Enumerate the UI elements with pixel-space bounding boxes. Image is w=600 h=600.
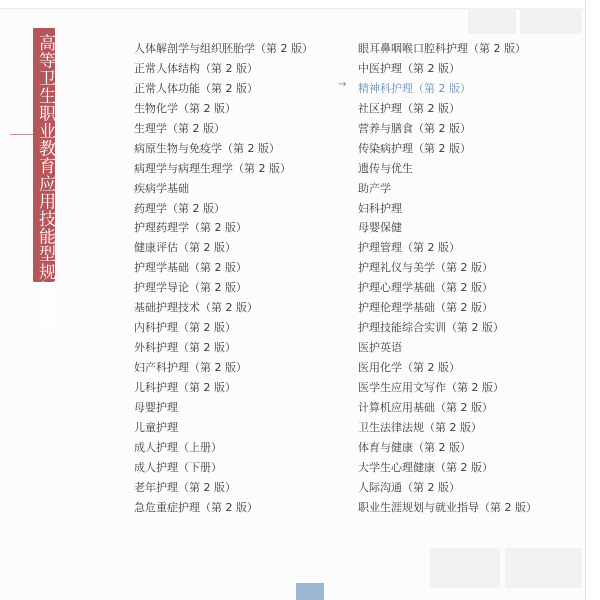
book-title: 护理伦理学基础（第 2 版） — [358, 301, 493, 315]
book-title: 职业生涯规划与就业指导（第 2 版） — [358, 500, 537, 514]
book-title: 护理药理学（第 2 版） — [134, 221, 247, 235]
background-tile — [430, 548, 500, 588]
book-title: 母婴护理 — [134, 400, 178, 414]
book-title: 护理心理学基础（第 2 版） — [358, 281, 493, 295]
book-title: 基础护理技术（第 2 版） — [134, 301, 258, 315]
book-title: 营养与膳食（第 2 版） — [358, 121, 471, 135]
book-title: 护理学导论（第 2 版） — [134, 281, 247, 295]
book-title: 老年护理（第 2 版） — [134, 480, 236, 494]
book-title: 母婴保健 — [358, 221, 402, 235]
book-title: 护理管理（第 2 版） — [358, 241, 460, 255]
book-title: 妇科护理 — [358, 201, 402, 215]
book-title: 社区护理（第 2 版） — [358, 101, 460, 115]
background-tile — [468, 8, 516, 34]
page-right-edge — [585, 0, 600, 600]
book-title: 正常人体结构（第 2 版） — [134, 61, 258, 75]
book-title: 卫生法律法规（第 2 版） — [358, 420, 482, 434]
highlight-arrow-icon: → — [338, 79, 347, 90]
book-title: 外科护理（第 2 版） — [134, 341, 236, 355]
book-title: 儿科护理（第 2 版） — [134, 380, 236, 394]
book-title: 病理学与病理生理学（第 2 版） — [134, 161, 291, 175]
book-title: 急危重症护理（第 2 版） — [134, 500, 258, 514]
book-title: 医学生应用文写作（第 2 版） — [358, 380, 504, 394]
book-title: 助产学 — [358, 181, 391, 195]
book-title: 成人护理（上册） — [134, 440, 222, 454]
book-title: 内科护理（第 2 版） — [134, 321, 236, 335]
book-title: 生理学（第 2 版） — [134, 121, 225, 135]
book-title: 健康评估（第 2 版） — [134, 241, 236, 255]
book-title: 成人护理（下册） — [134, 460, 222, 474]
book-title: 药理学（第 2 版） — [134, 201, 225, 215]
book-title: 疾病学基础 — [134, 181, 189, 195]
book-list-right — [358, 39, 537, 518]
book-title: 儿童护理 — [134, 420, 178, 434]
book-title: 医护英语 — [358, 341, 402, 355]
book-list-left — [134, 39, 313, 518]
side-rule — [10, 134, 33, 135]
book-title: 计算机应用基础（第 2 版） — [358, 400, 493, 414]
book-title: 护理礼仪与美学（第 2 版） — [358, 261, 493, 275]
book-title: 正常人体功能（第 2 版） — [134, 81, 258, 95]
book-title: 中医护理（第 2 版） — [358, 61, 460, 75]
book-title: 精神科护理（第 2 版） — [358, 81, 471, 95]
series-title: 高等卫生职业教育应用技能型规划教材 — [35, 34, 55, 334]
book-title: 医用化学（第 2 版） — [358, 361, 460, 374]
book-title: 生物化学（第 2 版） — [134, 101, 236, 115]
book-title: 妇产科护理（第 2 版） — [134, 361, 247, 374]
background-tile — [505, 548, 582, 588]
book-title: 病原生物与免疫学（第 2 版） — [134, 141, 280, 155]
book-title: 护理学基础（第 2 版） — [134, 261, 247, 275]
background-tile — [520, 8, 582, 34]
book-title: 人体解剖学与组织胚胎学（第 2 版） — [134, 42, 313, 55]
book-title: 遗传与优生 — [358, 161, 413, 175]
book-title: 体育与健康（第 2 版） — [358, 440, 471, 454]
page-tab-marker — [296, 583, 324, 600]
book-title: 传染病护理（第 2 版） — [358, 141, 471, 155]
book-title: 大学生心理健康（第 2 版） — [358, 460, 493, 474]
book-title: 护理技能综合实训（第 2 版） — [358, 321, 504, 335]
book-title: 眼耳鼻咽喉口腔科护理（第 2 版） — [358, 42, 526, 55]
book-title: 人际沟通（第 2 版） — [358, 480, 460, 494]
